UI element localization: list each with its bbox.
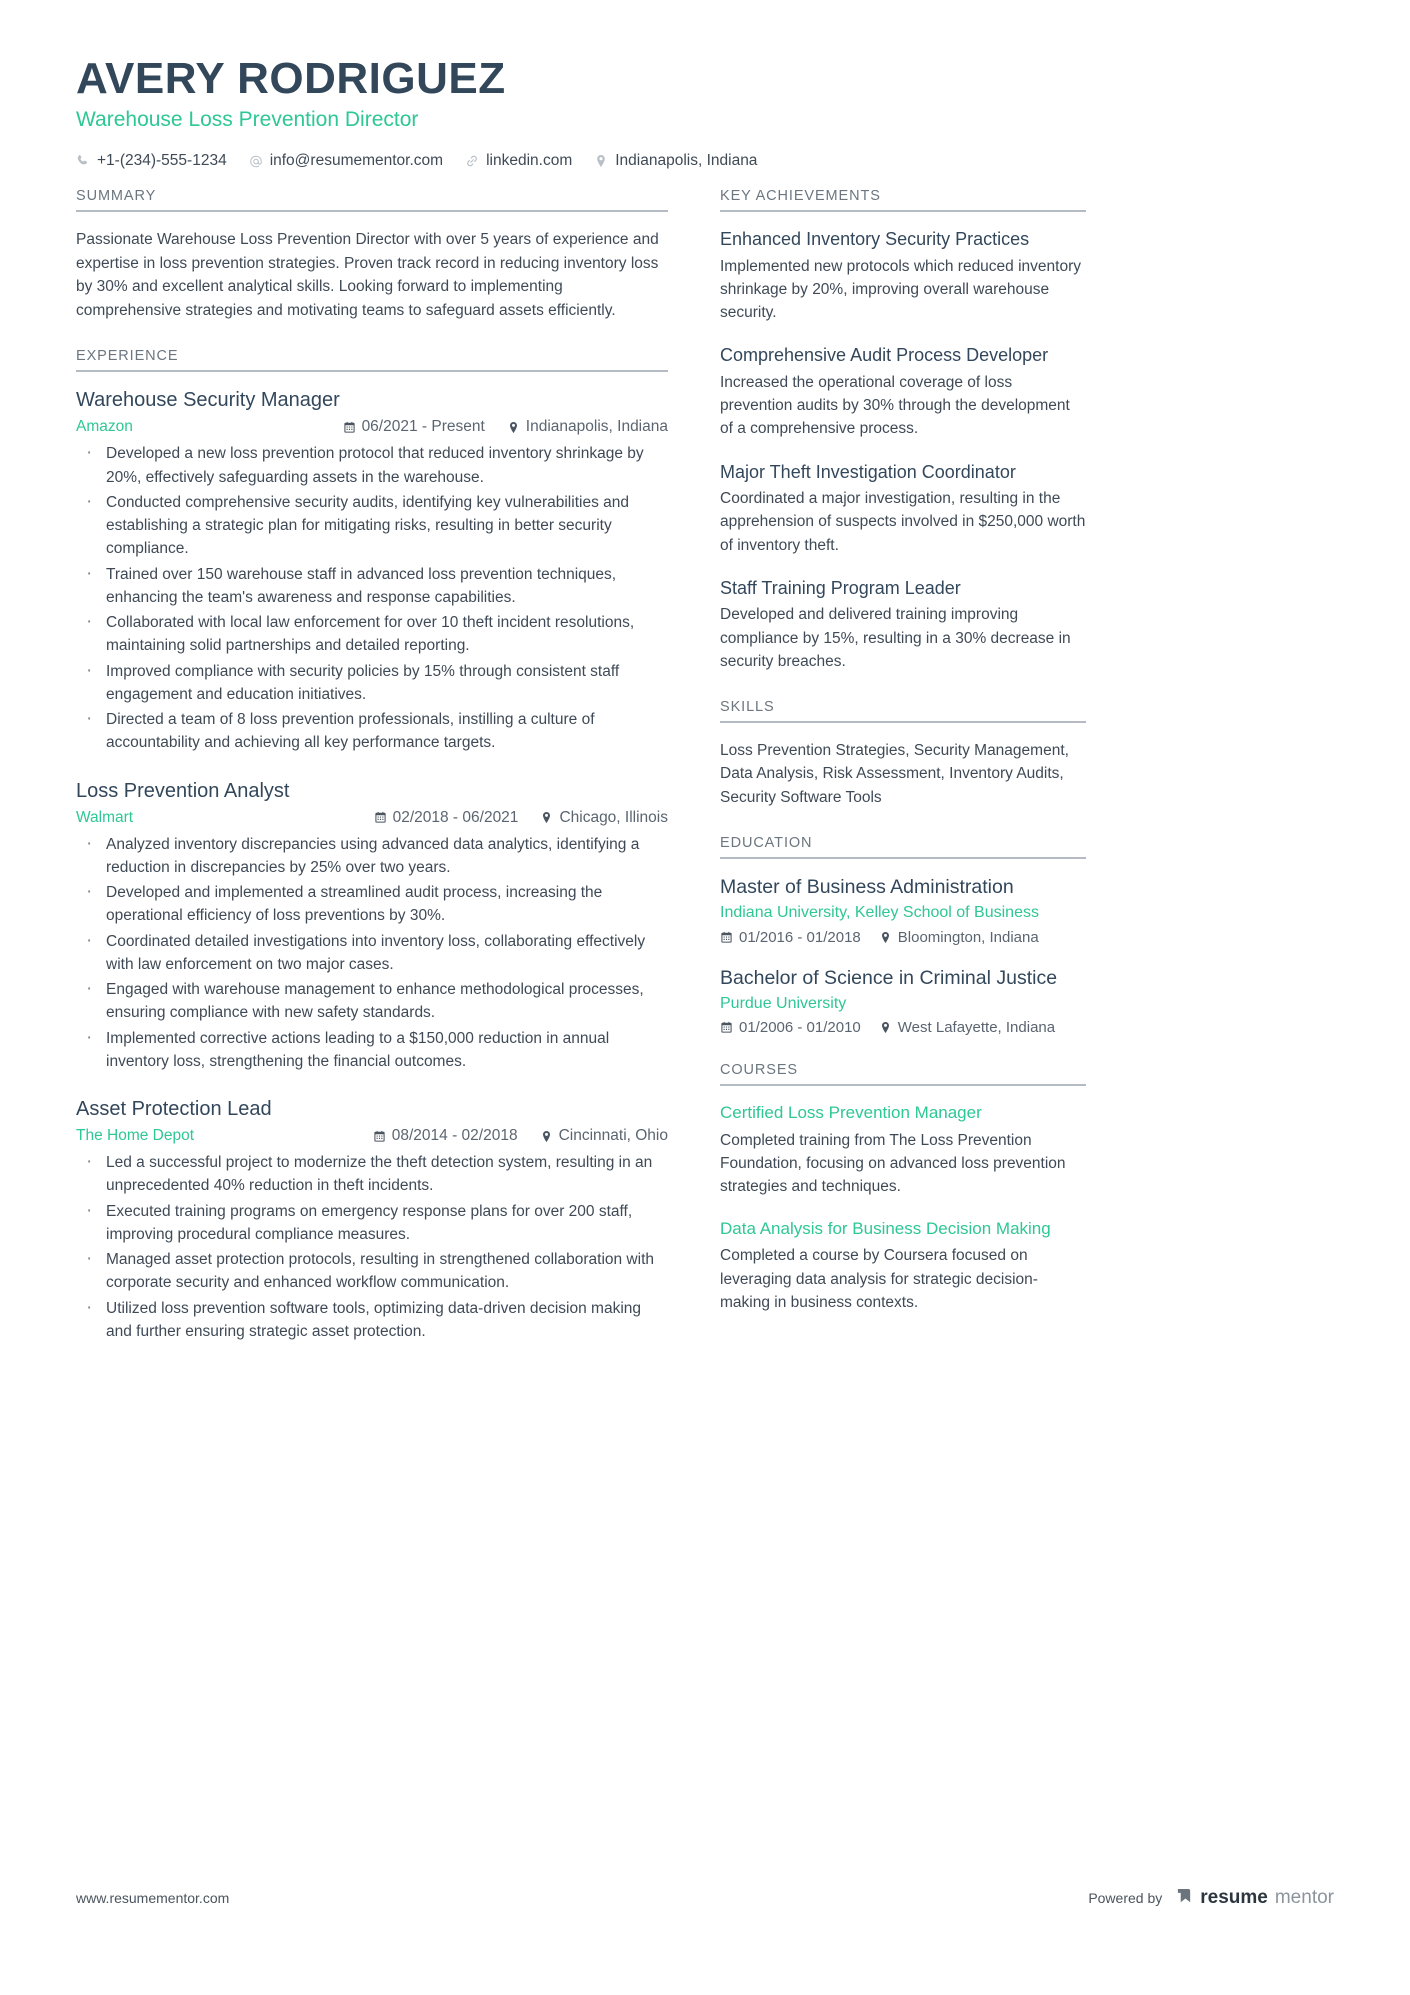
education-meta: [720, 929, 1086, 946]
experience-bullet: · Developed a new loss prevention protocol that reduced inventory shrinkage by 20%, effectively safeguarding assets in the warehouse.: [76, 442, 668, 489]
achievement-desc: Implemented new protocols which reduced inventory shrinkage by 20%, improving overall warehouse security.: [720, 257, 1081, 322]
right-column: [720, 188, 1086, 1369]
education-school: Indiana University, Kelley School of Business: [720, 903, 1039, 921]
resume-header: [76, 0, 1338, 170]
section-experience: [76, 348, 668, 1343]
section-heading-key-achievements: KEY ACHIEVEMENTS: [720, 188, 1086, 212]
experience-bullet-list: [76, 1151, 668, 1343]
experience-meta: [76, 1127, 668, 1145]
experience-location: [507, 418, 668, 436]
experience-dates-text: 06/2021 - Present: [361, 418, 485, 436]
experience-bullet-list: [76, 833, 668, 1074]
contact-phone[interactable]: [76, 152, 227, 170]
contact-linkedin-text: linkedin.com: [486, 152, 573, 170]
section-courses: [720, 1062, 1086, 1314]
section-skills: [720, 699, 1086, 809]
experience-location-text: Indianapolis, Indiana: [525, 418, 668, 436]
experience-entry: [76, 779, 668, 1074]
experience-entry: [76, 1097, 668, 1343]
education-degree: Master of Business Administration: [720, 875, 1014, 898]
brand-name-primary: resume: [1200, 1887, 1268, 1908]
course-title: Data Analysis for Business Decision Making: [720, 1219, 1051, 1239]
experience-bullet: · Managed asset protection protocols, resulting in strengthened collaboration with corporate security and enhanced workflow communication.: [76, 1248, 668, 1295]
achievement-title: Enhanced Inventory Security Practices: [720, 229, 1030, 250]
experience-job-title: Loss Prevention Analyst: [76, 779, 290, 802]
contact-linkedin[interactable]: [465, 152, 572, 170]
experience-bullet: · Led a successful project to modernize the theft detection system, resulting in an unprecedented 40% reduction in theft incidents.: [76, 1151, 668, 1198]
experience-location-text: Chicago, Illinois: [559, 808, 668, 826]
contact-phone-text: +1-(234)-555-1234: [97, 152, 227, 170]
candidate-job-title: Warehouse Loss Prevention Director: [76, 108, 419, 132]
education-entry: [720, 875, 1086, 946]
section-summary: [76, 188, 668, 322]
experience-location: [540, 1127, 668, 1145]
education-dates-text: 01/2006 - 01/2010: [739, 1019, 861, 1037]
footer-brand-group: [1088, 1887, 1334, 1909]
bookmark-icon: [1176, 1888, 1193, 1909]
course-desc: Completed training from The Loss Prevention Foundation, focusing on advanced loss prevention strategies and techniques.: [720, 1131, 1066, 1196]
course-title: Certified Loss Prevention Manager: [720, 1103, 982, 1123]
achievement-item: [720, 228, 1086, 324]
phone-icon: [76, 154, 90, 168]
brand-name-secondary: mentor: [1274, 1887, 1334, 1908]
experience-location-text: Cincinnati, Ohio: [558, 1127, 668, 1145]
achievement-item: [720, 344, 1086, 440]
page-edge-bar: [0, 0, 16, 1995]
contact-email-text: info@resumementor.com: [269, 152, 444, 170]
education-location: [879, 1019, 1055, 1036]
experience-bullet: · Implemented corrective actions leading to a $150,000 reduction in annual inventory loss, strengthening the financial outcomes.: [76, 1027, 668, 1074]
education-degree: Bachelor of Science in Criminal Justice: [720, 966, 1058, 989]
experience-job-title: Asset Protection Lead: [76, 1098, 272, 1121]
section-heading-courses: COURSES: [720, 1062, 1086, 1086]
candidate-name: AVERY RODRIGUEZ: [76, 54, 506, 103]
experience-entry: [76, 388, 668, 754]
achievement-desc: Increased the operational coverage of loss prevention audits by 30% through the development of a comprehensive process.: [720, 373, 1070, 438]
experience-company: Amazon: [76, 418, 133, 436]
experience-company: Walmart: [76, 808, 134, 826]
experience-dates: [343, 418, 485, 436]
experience-bullet: · Coordinated detailed investigations into inventory loss, collaborating effectively with law enforcement on two major cases.: [76, 930, 668, 977]
achievement-desc: Developed and delivered training improving compliance by 15%, resulting in a 30% decrease in security breaches.: [720, 606, 1071, 670]
resumementor-logo: [1176, 1887, 1334, 1909]
course-item: [720, 1102, 1086, 1198]
achievement-title: Staff Training Program Leader: [720, 577, 961, 598]
location-pin-icon: [540, 811, 553, 825]
contact-location-text: Indianapolis, Indiana: [615, 152, 758, 170]
experience-meta: [76, 809, 668, 827]
experience-bullet: · Utilized loss prevention software tools, optimizing data-driven decision making and further ensuring strategic asset protection.: [76, 1297, 668, 1344]
course-item: [720, 1218, 1086, 1314]
location-pin-icon: [540, 1129, 553, 1143]
education-dates: [720, 929, 861, 946]
footer-site-url[interactable]: www.resumementor.com: [76, 1890, 230, 1906]
education-location-text: Bloomington, Indiana: [897, 928, 1039, 946]
experience-bullet-list: [76, 442, 668, 754]
contact-row: [76, 152, 1338, 170]
achievement-title: Major Theft Investigation Coordinator: [720, 461, 1016, 482]
education-location: [879, 929, 1039, 946]
section-heading-skills: SKILLS: [720, 699, 1086, 723]
achievement-item: [720, 577, 1086, 673]
experience-bullet: · Collaborated with local law enforcement for over 10 theft incident resolutions, maintaining solid partnerships and detailed reporting.: [76, 611, 668, 658]
section-heading-summary: SUMMARY: [76, 188, 668, 212]
education-dates-text: 01/2016 - 01/2018: [739, 928, 861, 946]
calendar-icon: [373, 1129, 386, 1143]
education-meta: [720, 1019, 1086, 1036]
section-heading-experience: EXPERIENCE: [76, 348, 668, 372]
location-pin-icon: [879, 930, 892, 944]
experience-dates: [374, 809, 519, 827]
achievement-desc: Coordinated a major investigation, resulting in the apprehension of suspects involved in $250,000 worth of inventory theft.: [720, 490, 1086, 554]
experience-bullet: · Improved compliance with security policies by 15% through consistent staff engagement and education initiatives.: [76, 660, 668, 707]
calendar-icon: [343, 420, 356, 434]
experience-bullet: · Conducted comprehensive security audits, identifying key vulnerabilities and establishing a strategic plan for mitigating risks, resulting in better security compliance.: [76, 491, 668, 561]
experience-bullet: · Developed and implemented a streamlined audit process, increasing the operational efficiency of loss preventions by 30%.: [76, 881, 668, 928]
experience-bullet: · Analyzed inventory discrepancies using advanced data analytics, identifying a reduction in discrepancies by 25% over two years.: [76, 833, 668, 880]
skills-text: Loss Prevention Strategies, Security Management, Data Analysis, Risk Assessment, Inventory Audits, Security Software Tools: [720, 742, 1069, 806]
experience-dates-text: 08/2014 - 02/2018: [391, 1127, 518, 1145]
location-pin-icon: [594, 154, 608, 168]
footer-powered-by-label: Powered by: [1088, 1890, 1163, 1906]
experience-bullet: · Engaged with warehouse management to enhance methodological processes, ensuring compliance with new safety standards.: [76, 978, 668, 1025]
page-footer: [76, 1887, 1334, 1909]
experience-job-title: Warehouse Security Manager: [76, 389, 340, 412]
link-icon: [465, 154, 479, 168]
education-entry: [720, 966, 1086, 1037]
location-pin-icon: [507, 420, 520, 434]
achievement-item: [720, 461, 1086, 557]
experience-bullet: · Executed training programs on emergency response plans for over 200 staff, improving procedural compliance measures.: [76, 1200, 668, 1247]
education-location-text: West Lafayette, Indiana: [897, 1019, 1056, 1037]
experience-company: The Home Depot: [76, 1127, 195, 1145]
calendar-icon: [374, 811, 387, 825]
experience-bullet: · Trained over 150 warehouse staff in advanced loss prevention techniques, enhancing the team's awareness and response capabilities.: [76, 563, 668, 610]
education-school: Purdue University: [720, 994, 847, 1012]
at-email-icon: [249, 154, 263, 168]
section-heading-education: EDUCATION: [720, 835, 1086, 859]
experience-location: [540, 809, 668, 827]
contact-location: [594, 152, 757, 170]
left-column: [76, 188, 668, 1369]
calendar-icon: [720, 930, 733, 944]
section-education: [720, 835, 1086, 1037]
achievement-title: Comprehensive Audit Process Developer: [720, 345, 1049, 366]
course-desc: Completed a course by Coursera focused on leveraging data analysis for strategic decision-making in business contexts.: [720, 1247, 1038, 1311]
calendar-icon: [720, 1021, 733, 1035]
contact-email[interactable]: [249, 152, 443, 170]
experience-meta: [76, 418, 668, 436]
experience-dates: [373, 1127, 518, 1145]
experience-dates-text: 02/2018 - 06/2021: [392, 808, 519, 826]
experience-bullet: · Directed a team of 8 loss prevention professionals, instilling a culture of accountability and achieving all key performance targets.: [76, 708, 668, 755]
summary-text: Passionate Warehouse Loss Prevention Director with over 5 years of experience and expertise in loss prevention strategies. Proven track record in reducing inventory loss by 30% and excellent analytical skills. Looking forward to implementing comprehensive strategies and motivating teams to safeguard assets efficiently.: [76, 231, 659, 319]
education-dates: [720, 1019, 861, 1036]
section-key-achievements: [720, 188, 1086, 673]
location-pin-icon: [879, 1021, 892, 1035]
